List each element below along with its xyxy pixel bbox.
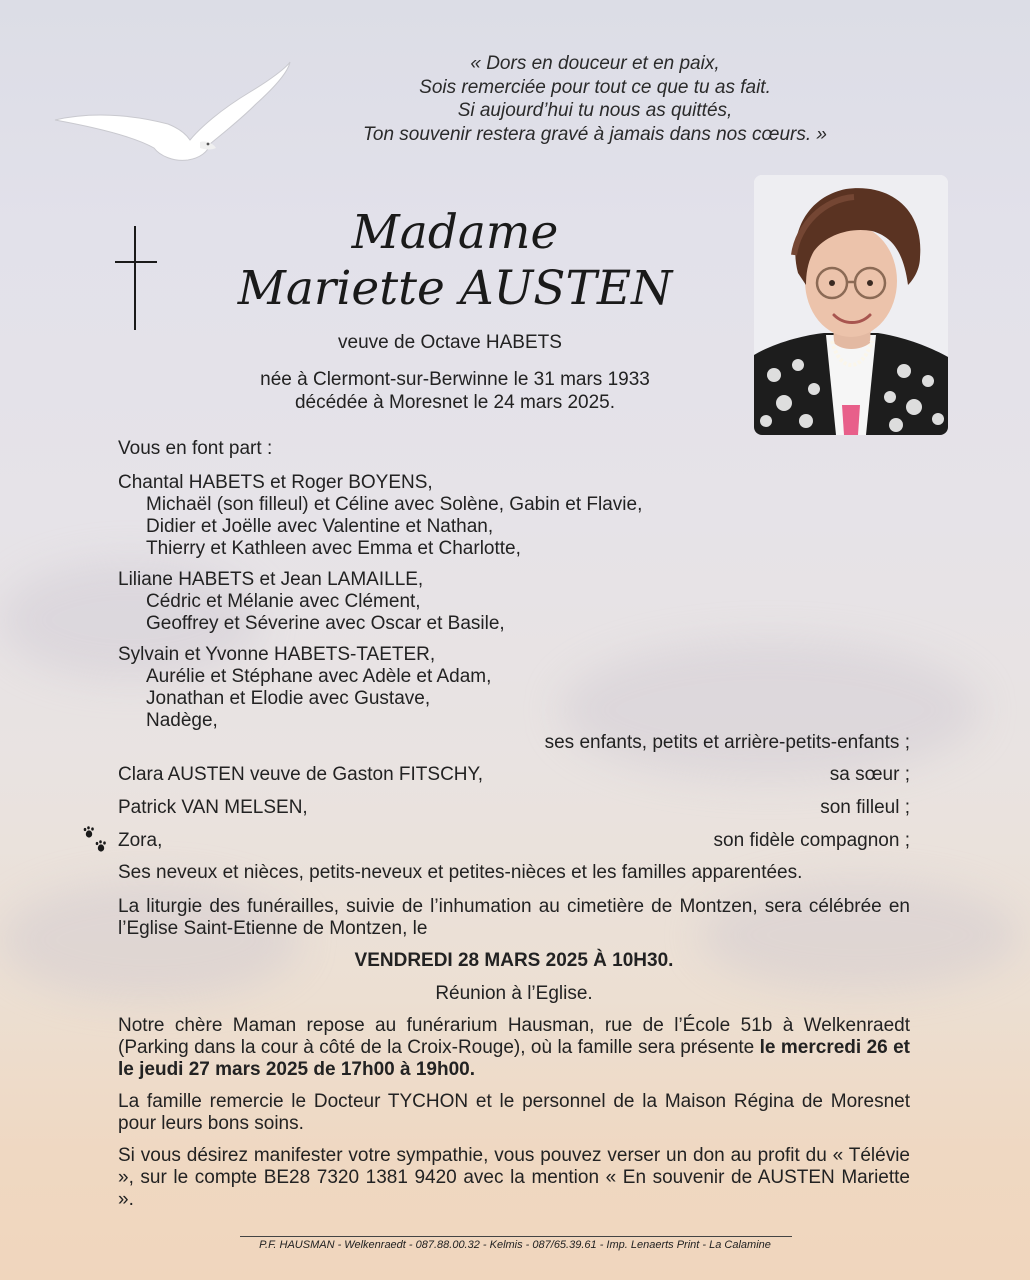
- paw-prints-icon: [82, 826, 110, 856]
- family-member: Aurélie et Stéphane avec Adèle et Adam,: [146, 666, 492, 687]
- visiting-hours: le mercredi 26 et le jeudi 27 mars 2025 de 17h00 à 19h00.: [118, 1037, 910, 1080]
- footer-divider: [240, 1236, 792, 1237]
- relations-list: [118, 797, 910, 819]
- title-fullname: Mariette AUSTEN: [237, 261, 673, 316]
- poem-line: Ton souvenir restera gravé à jamais dans nos cœurs. »: [363, 123, 827, 145]
- family-group: [118, 472, 910, 560]
- reunion-text: Réunion à l’Eglise.: [435, 983, 593, 1004]
- family-member: Jonathan et Elodie avec Gustave,: [146, 688, 431, 709]
- family-head: Sylvain et Yvonne HABETS-TAETER,: [118, 644, 436, 665]
- thanks-paragraph: La famille remercie le Docteur TYCHON et le personnel de la Maison Régina de Moresnet pour leurs bons soins.: [118, 1091, 910, 1134]
- poem-line: Si aujourd’hui tu nous as quittés,: [457, 100, 733, 121]
- relation-row: [118, 830, 910, 852]
- deceased-name: [190, 205, 720, 317]
- relations-list: [118, 830, 910, 852]
- relation-name: Zora,: [118, 830, 163, 851]
- family-head: Chantal HABETS et Roger BOYENS,: [118, 472, 433, 493]
- donation-paragraph: Si vous désirez manifester votre sympathie, vous pouvez verser un don au profit du « Télévie », sur le compte BE28 7320 1381 9420 avec la mention « En souvenir de AUSTEN Mariette ».: [118, 1145, 910, 1210]
- family-member: Nadège,: [146, 710, 218, 731]
- family-group: [118, 569, 910, 635]
- relation-row: [118, 797, 910, 819]
- children-role: ses enfants, petits et arrière-petits-enfants ;: [544, 732, 910, 753]
- liturgy-text: La liturgie des funérailles, suivie de l’inhumation au cimetière de Montzen, sera célébrée en l’Eglise Saint-Etienne de Montzen, le: [118, 896, 910, 939]
- poem: [310, 52, 880, 146]
- relation-name: Patrick VAN MELSEN,: [118, 797, 308, 818]
- family-member: Thierry et Kathleen avec Emma et Charlotte,: [146, 538, 521, 559]
- repose-paragraph: [118, 1015, 910, 1081]
- birth-info: née à Clermont-sur-Berwinne le 31 mars 1933: [260, 369, 650, 390]
- poem-line: Sois remerciée pour tout ce que tu as fait.: [419, 76, 771, 98]
- service-date: VENDREDI 28 MARS 2025 À 10H30.: [354, 950, 674, 971]
- footer-credits: P.F. HAUSMAN - Welkenraedt - 087.88.00.32 - Kelmis - 087/65.39.61 - Imp. Lenaerts Print - La Calamine: [259, 1239, 771, 1251]
- relation-row: [118, 764, 910, 786]
- widow-of: veuve de Octave HABETS: [338, 332, 562, 353]
- title-salutation: Madame: [351, 205, 559, 260]
- relation-role: sa sœur ;: [829, 764, 910, 785]
- family-group: [118, 644, 910, 754]
- intro-text: Vous en font part :: [118, 438, 273, 459]
- relation-role: son fidèle compagnon ;: [713, 830, 910, 851]
- family-member: Cédric et Mélanie avec Clément,: [146, 591, 421, 612]
- repose-text: Notre chère Maman repose au funérarium Hausman, rue de l’École 51b à Welkenraedt (Parking dans la cour à côté de la Croix-Rouge), où la famille sera présente: [118, 1015, 910, 1058]
- relations-list: [118, 764, 910, 786]
- poem-line: « Dors en douceur et en paix,: [470, 53, 720, 74]
- death-info: décédée à Moresnet le 24 mars 2025.: [294, 392, 616, 413]
- portrait-photo: [754, 175, 948, 435]
- relation-role: son filleul ;: [820, 797, 910, 818]
- extended-family-text: Ses neveux et nièces, petits-neveux et petites-nièces et les familles apparentées.: [118, 862, 803, 883]
- announcement-intro: [118, 438, 910, 460]
- cross-icon: [112, 226, 160, 330]
- relation-name: Clara AUSTEN veuve de Gaston FITSCHY,: [118, 764, 484, 785]
- family-member: Didier et Joëlle avec Valentine et Nathan,: [146, 516, 494, 537]
- seagull-icon: [50, 58, 295, 168]
- family-member: Geoffrey et Séverine avec Oscar et Basile,: [146, 613, 505, 634]
- family-head: Liliane HABETS et Jean LAMAILLE,: [118, 569, 424, 590]
- extended-family: [118, 862, 910, 884]
- family-member: Michaël (son filleul) et Céline avec Solène, Gabin et Flavie,: [146, 494, 643, 515]
